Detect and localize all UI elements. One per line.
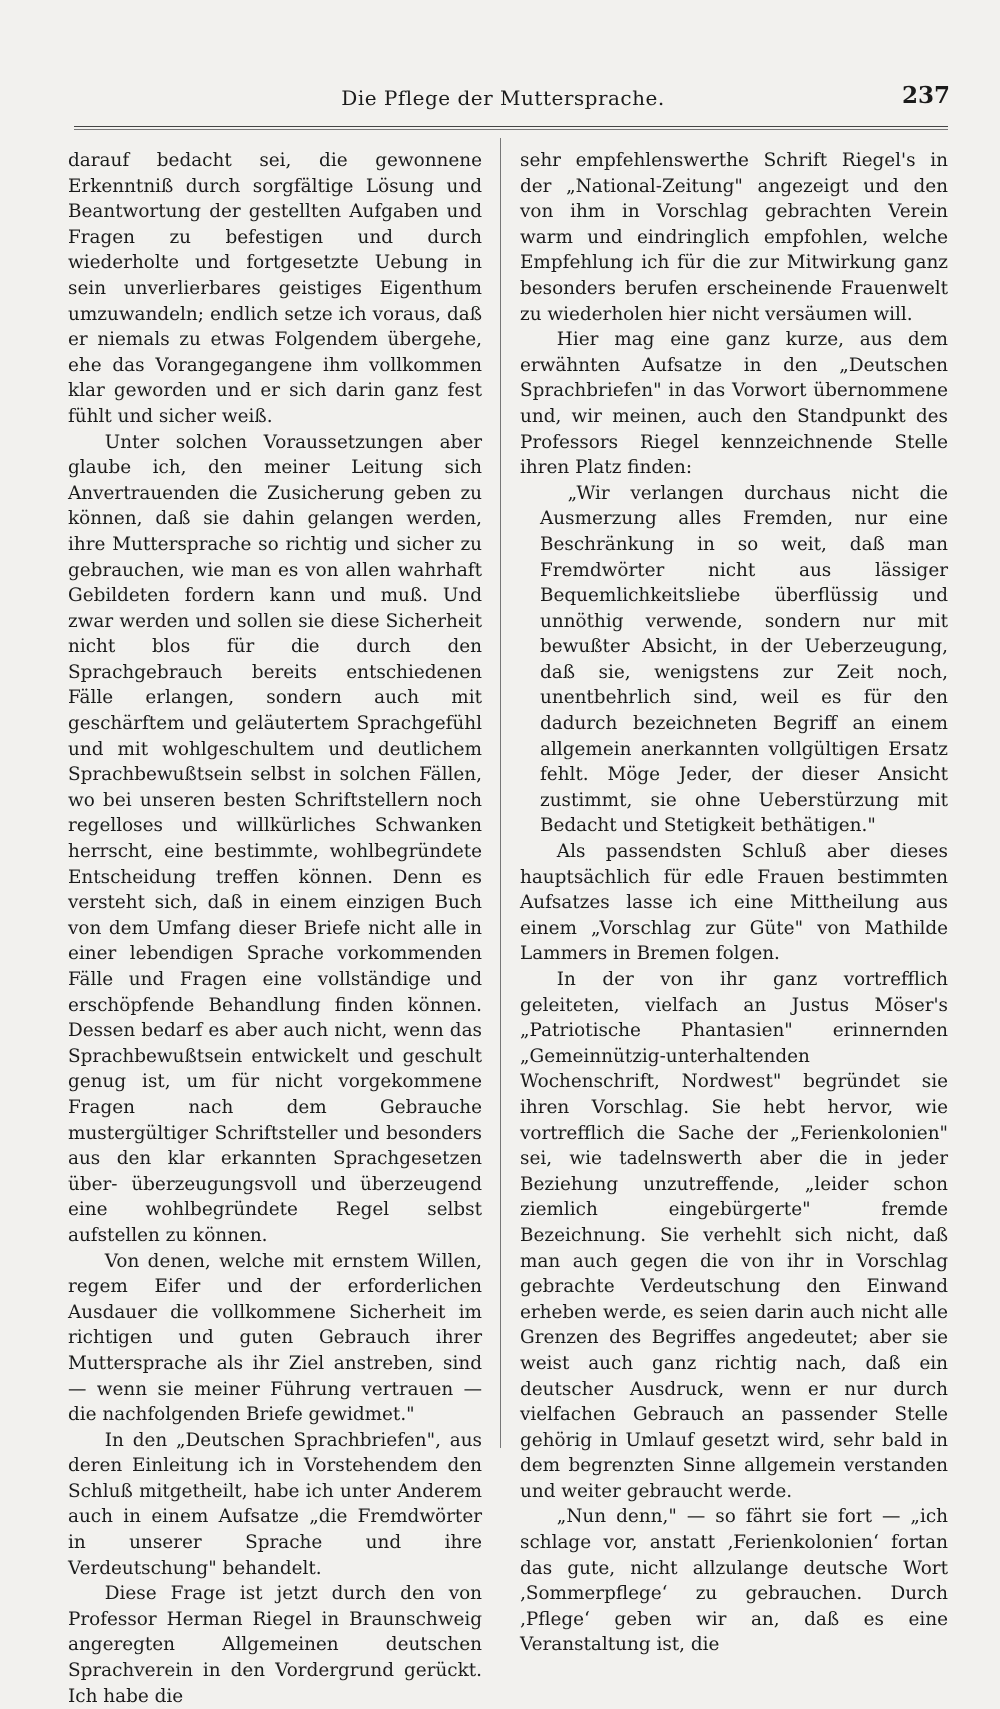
- header-rule: [74, 126, 948, 130]
- right-column: [520, 148, 948, 1658]
- running-title: Die Pflege der Muttersprache.: [341, 86, 665, 110]
- paragraph: Als passendsten Schluß aber dieses hauptsächlich für edle Frauen bestimmten Aufsatzes lasse ich eine Mittheilung aus einem „Vorschlag zur Güte" von Mathilde Lammers in Bremen folgen.: [520, 841, 948, 965]
- running-head: [56, 82, 950, 118]
- page-number: 237: [901, 82, 950, 109]
- paragraph: Hier mag eine ganz kurze, aus dem erwähnten Aufsatze in den „Deutschen Sprachbriefen" in das Vorwort übernommene und, wir meinen, auch den Standpunkt des Professors Riegel kennzeichnende Stelle ihren Platz finden:: [520, 329, 948, 479]
- paragraph: darauf bedacht sei, die gewonnene Erkenntniß durch sorgfältige Lösung und Beantwortung der gestellten Aufgaben und Fragen zu befestigen und durch wiederholte und fortgesetzte Uebung in sein unverlierbares geistiges Eigenthum umzuwandeln; endlich setze ich voraus, daß er niemals zu etwas Folgendem übergehe, ehe das Vorangegangene ihm vollkommen klar geworden und er sich darin ganz fest fühlt und sicher weiß.: [68, 150, 482, 427]
- paragraph: In den „Deutschen Sprachbriefen", aus deren Einleitung ich in Vorstehendem den Schluß mitgetheilt, habe ich unter Anderem auch in einem Aufsatze „die Fremdwörter in unserer Sprache und ihre Verdeutschung" behandelt.: [68, 1429, 482, 1579]
- paragraph: In der von ihr ganz vortrefflich geleiteten, vielfach an Justus Möser's „Patriotische Phantasien" erinnernden „Gemeinnützig-unterhaltenden Wochenschrift, Nordwest" begründet sie ihren Vorschlag. Sie hebt hervor, wie vortrefflich die Sache der „Ferienkolonien" sei, wie tadelnswerth aber die in jeder Beziehung unzutreffende, „leider schon ziemlich eingebürgerte" fremde Bezeichnung. Sie verhehlt sich nicht, daß man auch gegen die von ihr in Vorschlag gebrachte Verdeutschung den Einwand erheben werde, es seien darin auch nicht alle Grenzen des Begriffes angedeutet; aber sie weist auch ganz richtig nach, daß ein deutscher Ausdruck, wenn er nur durch vielfachen Gebrauch an passender Stelle gehörig in Umlauf gesetzt wird, sehr bald in dem begrenzten Sinne allgemein verstanden und weiter gebraucht werde.: [520, 969, 948, 1502]
- paragraph: Unter solchen Voraussetzungen aber glaube ich, den meiner Leitung sich Anvertrauenden die Zusicherung geben zu können, daß sie dahin gelangen werden, ihre Muttersprache so richtig und sicher zu gebrauchen, wie man es von allen wahrhaft Gebildeten fordern kann und muß. Und zwar werden und sollen sie diese Sicherheit nicht blos für die durch den Sprachgebrauch bereits entschiedenen Fälle erlangen, sondern auch mit geschärftem und geläutertem Sprachgefühl und mit wohlgeschultem und deutlichem Sprachbewußtsein selbst in solchen Fällen, wo bei unseren besten Schriftstellern noch regelloses und willkürliches Schwanken herrscht, eine bestimmte, wohlbegründete Entscheidung treffen können. Denn es versteht sich, daß in einem einzigen Buch von dem Umfang dieser Briefe nicht alle in einer lebendigen Sprache vorkommenden Fälle und Fragen eine vollständige und erschöpfende Behandlung finden können. Dessen bedarf es aber auch nicht, wenn das Sprachbewußtsein entwickelt und geschult genug ist, um für nicht vorgekommene Fragen nach dem Gebrauche mustergültiger Schriftsteller und besonders aus den klar erkannten Sprachgesetzen über- überzeugungsvoll und überzeugend eine wohlbegründete Regel selbst aufstellen zu können.: [68, 431, 482, 1246]
- block-quote: „Wir verlangen durchaus nicht die Ausmerzung alles Fremden, nur eine Beschränkung in so weit, daß man Fremdwörter nicht aus lässiger Bequemlichkeitsliebe überflüssig und unnöthig verwende, sondern nur mit bewußter Absicht, in der Ueberzeugung, daß sie, wenigstens zur Zeit noch, unentbehrlich sind, weil es für den dadurch bezeichneten Begriff an einem allgemein anerkannten vollgültigen Ersatz fehlt. Möge Jeder, der dieser Ansicht zustimmt, sie ohne Ueberstürzung mit Bedacht und Stetigkeit bethätigen.": [540, 482, 948, 837]
- paragraph: sehr empfehlenswerthe Schrift Riegel's in der „National-Zeitung" angezeigt und den von ihm in Vorschlag gebrachten Verein warm und eindringlich empfohlen, welche Empfehlung ich für die zur Mitwirkung ganz besonders berufen erscheinende Frauenwelt zu wiederholen hier nicht versäumen will.: [520, 150, 948, 325]
- paragraph: Von denen, welche mit ernstem Willen, regem Eifer und der erforderlichen Ausdauer die vollkommene Sicherheit im richtigen und guten Gebrauch ihrer Muttersprache als ihr Ziel anstreben, sind — wenn sie meiner Führung vertrauen — die nachfolgenden Briefe gewidmet.": [68, 1250, 482, 1426]
- left-column: [68, 148, 482, 1709]
- paragraph: „Nun denn," — so fährt sie fort — „ich schlage vor, anstatt ‚Ferienkolonien‘ fortan das gute, nicht allzulange deutsche Wort ‚Sommerpflege‘ zu gebrauchen. Durch ‚Pflege‘ geben wir an, daß es eine Veranstaltung ist, die: [520, 1506, 948, 1656]
- paragraph: Diese Frage ist jetzt durch den von Professor Herman Riegel in Braunschweig angeregten Allgemeinen deutschen Sprachverein in den Vordergrund gerückt. Ich habe die: [68, 1583, 482, 1707]
- column-divider: [500, 138, 501, 1448]
